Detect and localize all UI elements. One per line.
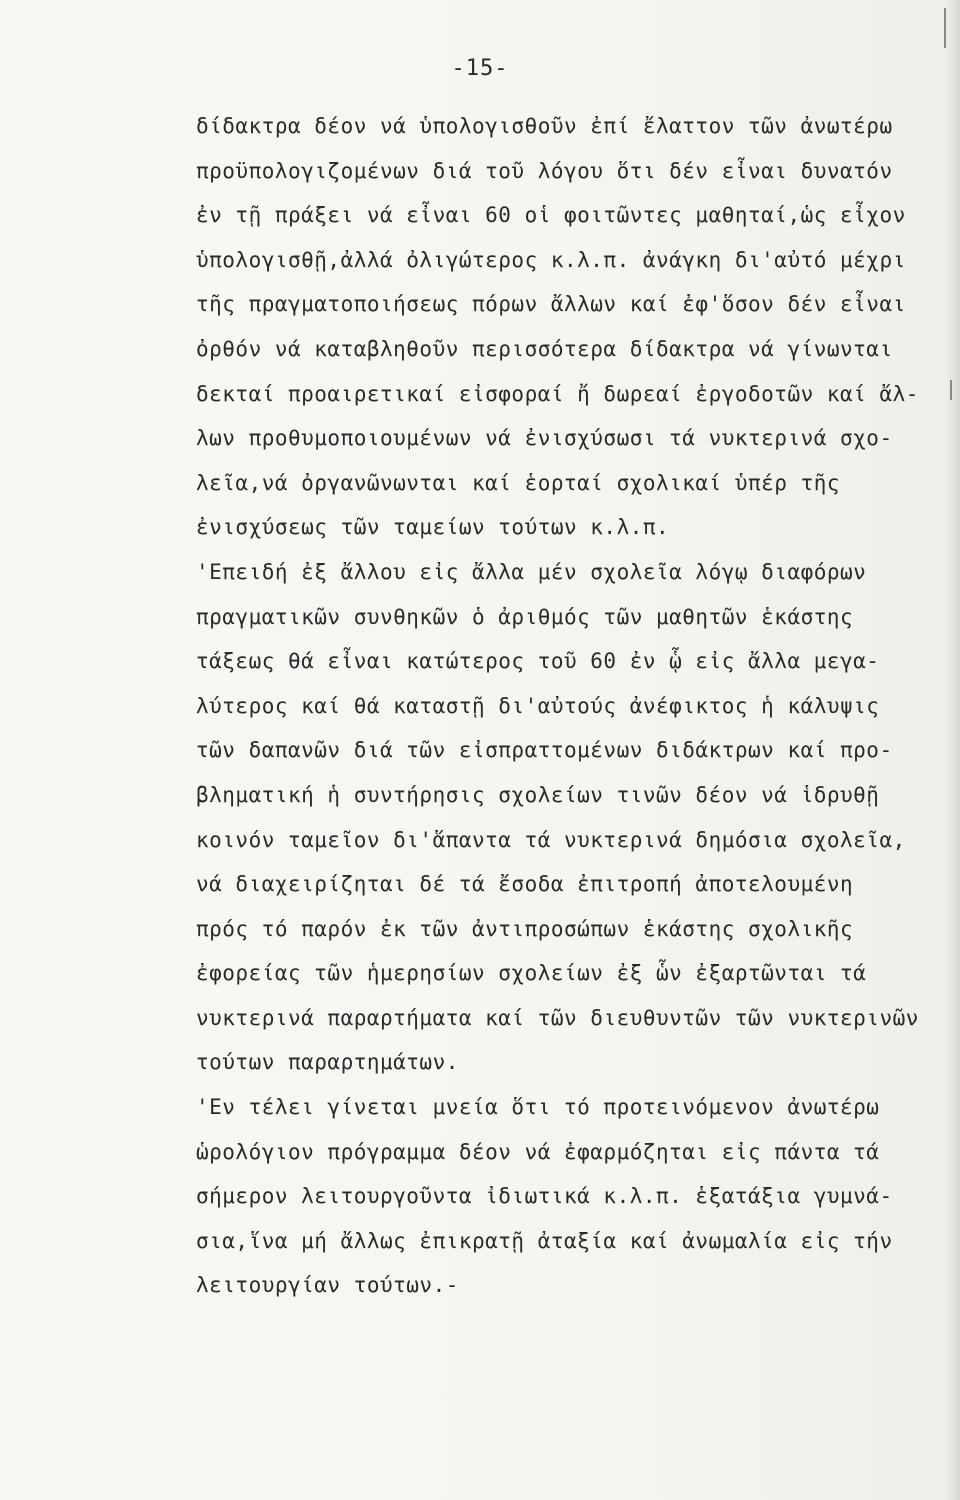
- text-line: τούτων παραρτημάτων.: [196, 1050, 459, 1075]
- text-line: νά διαχειρίζηται δέ τά ἔσοδα ἐπιτροπή ἀποτελουμένη: [196, 872, 854, 897]
- text-line: πραγματικῶν συνθηκῶν ὁ ἀριθμός τῶν μαθητῶν ἑκάστης: [196, 604, 854, 629]
- text-line: λεῖα,νά ὀργανῶνωνται καί ἑορταί σχολικαί ὑπέρ τῆς: [196, 470, 841, 495]
- text-line: λύτερος καί θά καταστῇ δι'αὐτούς ἀνέφικτος ἡ κάλυψις: [196, 693, 880, 718]
- edge-mark: [944, 8, 946, 48]
- text-line: σήμερον λειτουργοῦντα ἰδιωτικά κ.λ.π. ἑξατάξια γυμνά-: [196, 1184, 893, 1209]
- page-number: -15-: [451, 56, 509, 81]
- text-line: 'Εν τέλει γίνεται μνεία ὅτι τό προτεινόμενον ἀνωτέρω: [196, 1095, 880, 1120]
- body-text: [196, 104, 936, 1308]
- text-line: δεκταί προαιρετικαί εἰσφοραί ἤ δωρεαί ἐργοδοτῶν καί ἄλ-: [196, 381, 919, 406]
- edge-mark: [950, 380, 952, 400]
- text-line: ὑπολογισθῇ,ἀλλά ὀλιγώτερος κ.λ.π. ἀνάγκη δι'αὐτό μέχρι: [196, 247, 906, 272]
- text-line: νυκτερινά παραρτήματα καί τῶν διευθυντῶν τῶν νυκτερινῶν: [196, 1005, 919, 1030]
- text-line: λειτουργίαν τούτων.-: [196, 1273, 459, 1298]
- text-line: ὀρθόν νά καταβληθοῦν περισσότερα δίδακτρα νά γίνωνται: [196, 336, 893, 361]
- text-line: ἐφορείας τῶν ἡμερησίων σχολείων ἐξ ὧν ἐξαρτῶνται τά: [196, 961, 867, 986]
- text-line: ὡρολόγιον πρόγραμμα δέον νά ἐφαρμόζηται εἰς πάντα τά: [196, 1139, 880, 1164]
- text-line: κοινόν ταμεῖον δι'ἅπαντα τά νυκτερινά δημόσια σχολεῖα,: [196, 827, 906, 852]
- text-line: 'Επειδή ἐξ ἄλλου εἰς ἄλλα μέν σχολεῖα λόγῳ διαφόρων: [196, 559, 867, 584]
- text-line: πρός τό παρόν ἐκ τῶν ἀντιπροσώπων ἑκάστης σχολικῆς: [196, 916, 854, 941]
- text-line: λων προθυμοποιουμένων νά ἐνισχύσωσι τά νυκτερινά σχο-: [196, 426, 893, 451]
- text-line: προϋπολογιζομένων διά τοῦ λόγου ὅτι δέν εἶναι δυνατόν: [196, 158, 893, 183]
- text-line: τῶν δαπανῶν διά τῶν εἰσπραττομένων διδάκτρων καί προ-: [196, 738, 893, 763]
- text-line: ἐν τῇ πράξει νά εἶναι 60 οἱ φοιτῶντες μαθηταί,ὡς εἶχον: [196, 203, 906, 228]
- text-line: βληματική ἡ συντήρησις σχολείων τινῶν δέον νά ἱδρυθῇ: [196, 782, 880, 807]
- text-line: σια,ἵνα μή ἄλλως ἐπικρατῇ ἀταξία καί ἀνωμαλία εἰς τήν: [196, 1228, 893, 1253]
- page-edge-shadow: [946, 0, 960, 1500]
- text-line: τῆς πραγματοποιήσεως πόρων ἄλλων καί ἐφ'ὅσον δέν εἶναι: [196, 292, 906, 317]
- text-line: τάξεως θά εἶναι κατώτερος τοῦ 60 ἐν ᾧ εἰς ἄλλα μεγα-: [196, 649, 880, 674]
- text-line: ἐνισχύσεως τῶν ταμείων τούτων κ.λ.π.: [196, 515, 670, 540]
- text-line: δίδακτρα δέον νά ὑπολογισθοῦν ἐπί ἔλαττον τῶν ἀνωτέρω: [196, 114, 893, 138]
